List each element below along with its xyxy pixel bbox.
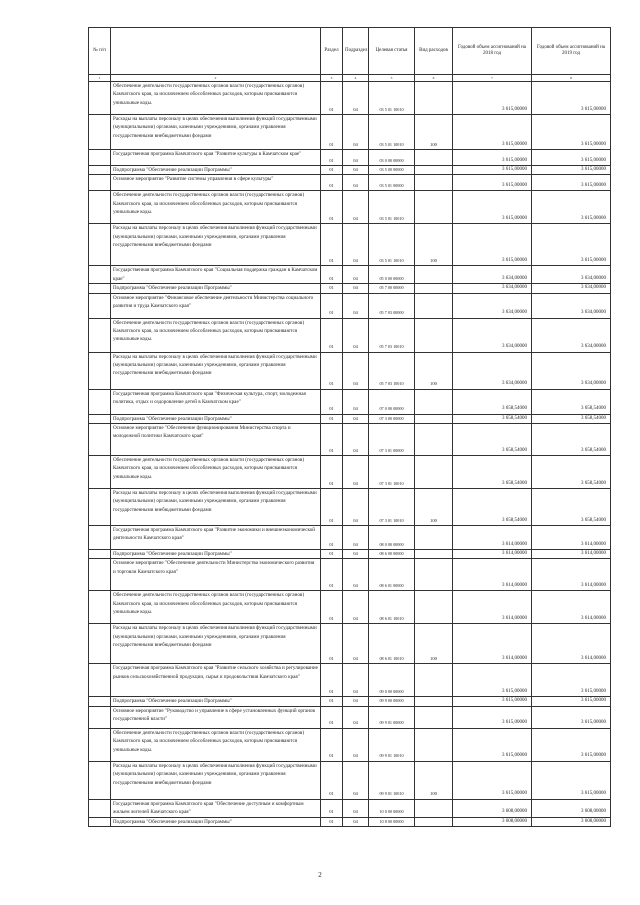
row-amount-2019-cell: 3 615,00000 <box>532 191 611 224</box>
row-name-cell: Подпрограмма "Обеспечение реализации Программы" <box>111 550 321 559</box>
row-amount-2018-cell: 3 614,00000 <box>453 526 532 550</box>
row-podrazdel-cell: 04 <box>343 761 369 799</box>
row-expense-type-cell: 100 <box>415 224 453 266</box>
row-podrazdel-cell: 04 <box>343 266 369 284</box>
row-number-cell <box>89 82 111 115</box>
row-podrazdel-cell: 04 <box>343 489 369 526</box>
row-number-cell <box>89 175 111 191</box>
row-podrazdel-cell: 04 <box>343 166 369 175</box>
row-name-cell: Государственная программа Камчатского края "Развитие экономики и внешнеэкономической деятельности Камчатского края" <box>111 526 321 550</box>
table-row <box>89 728 611 761</box>
row-podrazdel-cell: 04 <box>343 706 369 728</box>
row-target-article-cell: 09 9 00 00000 <box>369 697 415 706</box>
row-target-article-cell: 08 6 01 10010 <box>369 591 415 624</box>
header-razdel: Раздел <box>321 28 343 75</box>
row-podrazdel-cell: 04 <box>343 559 369 591</box>
row-amount-2019-cell: 3 614,00000 <box>532 591 611 624</box>
table-row <box>89 550 611 559</box>
row-podrazdel-cell: 04 <box>343 175 369 191</box>
row-number-cell <box>89 526 111 550</box>
row-amount-2018-cell: 3 614,00000 <box>453 550 532 559</box>
row-podrazdel-cell: 04 <box>343 799 369 817</box>
row-expense-type-cell: 100 <box>415 352 453 389</box>
row-name-cell: Подпрограмма "Обеспечение реализации Программы" <box>111 697 321 706</box>
column-number: 1 <box>89 75 111 82</box>
row-amount-2018-cell: 3 608,00000 <box>453 817 532 826</box>
row-amount-2019-cell: 3 614,00000 <box>532 526 611 550</box>
row-name-cell: Основное мероприятие "Обеспечение функционирования Министерства спорта и молодежной политики Камчатского края" <box>111 424 321 456</box>
header-row <box>89 28 611 75</box>
table-row <box>89 414 611 423</box>
row-amount-2019-cell: 3 634,00000 <box>532 293 611 318</box>
row-target-article-cell: 08 6 01 10010 <box>369 624 415 664</box>
row-number-cell <box>89 664 111 697</box>
row-amount-2019-cell: 3 615,00000 <box>532 115 611 150</box>
row-number-cell <box>89 424 111 456</box>
row-expense-type-cell: 100 <box>415 115 453 150</box>
table-row <box>89 424 611 456</box>
row-amount-2018-cell: 3 658,54000 <box>453 456 532 489</box>
row-target-article-cell: 08 0 00 00000 <box>369 526 415 550</box>
row-amount-2019-cell: 3 658,54000 <box>532 456 611 489</box>
header-amount-2019: Годовой объем ассигнований на 2019 год <box>532 28 611 75</box>
table-row <box>89 591 611 624</box>
row-target-article-cell: 09 9 01 10010 <box>369 728 415 761</box>
row-name-cell: Государственная программа Камчатского края "Развитие сельского хозяйства и регулирование рынков сельскохозяйственной продукции, сырья и продовольствия Камчатского края" <box>111 664 321 697</box>
row-expense-type-cell <box>415 591 453 624</box>
row-razdel-cell: 01 <box>321 150 343 166</box>
row-amount-2018-cell: 3 615,00000 <box>453 150 532 166</box>
row-amount-2019-cell: 3 615,00000 <box>532 175 611 191</box>
row-number-cell <box>89 166 111 175</box>
column-number: 5 <box>369 75 415 82</box>
row-amount-2019-cell: 3 658,54000 <box>532 414 611 423</box>
row-expense-type-cell <box>415 664 453 697</box>
row-expense-type-cell <box>415 414 453 423</box>
row-razdel-cell: 01 <box>321 115 343 150</box>
row-podrazdel-cell: 04 <box>343 550 369 559</box>
row-podrazdel-cell: 04 <box>343 293 369 318</box>
column-number: 6 <box>415 75 453 82</box>
table-row <box>89 559 611 591</box>
row-amount-2019-cell: 3 634,00000 <box>532 318 611 352</box>
row-amount-2018-cell: 3 634,00000 <box>453 284 532 293</box>
row-name-cell: Обеспечение деятельности государственных органов власти (государственных органов) Камчатского края, за исключением обособленных расходов, которым присваиваются уникальные коды. <box>111 728 321 761</box>
table-row <box>89 175 611 191</box>
row-amount-2018-cell: 3 614,00000 <box>453 591 532 624</box>
row-name-cell: Подпрограмма "Обеспечение реализации Программы" <box>111 284 321 293</box>
row-target-article-cell: 07 0 00 00000 <box>369 389 415 414</box>
row-expense-type-cell: 100 <box>415 761 453 799</box>
table-row <box>89 191 611 224</box>
row-name-cell: Обеспечение деятельности государственных органов власти (государственных органов) Камчатского края, за исключением обособленных расходов, которым присваиваются уникальные коды. <box>111 456 321 489</box>
row-target-article-cell: 09 9 01 10010 <box>369 761 415 799</box>
row-name-cell: Подпрограмма "Обеспечение реализации Программы" <box>111 414 321 423</box>
row-target-article-cell: 05 7 03 10010 <box>369 318 415 352</box>
row-name-cell: Государственная программа Камчатского края "Физическая культура, спорт, молодежная политика, отдых и оздоровление детей в Камчатском крае" <box>111 389 321 414</box>
row-target-article-cell: 05 0 00 00000 <box>369 266 415 284</box>
row-amount-2018-cell: 3 615,00000 <box>453 175 532 191</box>
row-amount-2019-cell: 3 615,00000 <box>532 697 611 706</box>
row-name-cell: Обеспечение деятельности государственных органов власти (государственных органов) Камчатского края, за исключением обособленных расходов, которым присваиваются уникальные коды. <box>111 82 321 115</box>
column-number-row <box>89 75 611 82</box>
row-target-article-cell: 03 5 01 10010 <box>369 82 415 115</box>
row-target-article-cell: 08 6 01 00000 <box>369 559 415 591</box>
row-number-cell <box>89 799 111 817</box>
row-expense-type-cell <box>415 150 453 166</box>
row-name-cell: Подпрограмма "Обеспечение реализации Программы" <box>111 166 321 175</box>
row-razdel-cell: 01 <box>321 224 343 266</box>
header-number: № п/п <box>89 28 111 75</box>
row-razdel-cell: 01 <box>321 489 343 526</box>
table-row <box>89 318 611 352</box>
row-podrazdel-cell: 04 <box>343 664 369 697</box>
column-number: 8 <box>532 75 611 82</box>
row-amount-2018-cell: 3 615,00000 <box>453 115 532 150</box>
row-razdel-cell: 01 <box>321 697 343 706</box>
row-name-cell: Государственная программа Камчатского края "Развитие культуры в Камчатском крае" <box>111 150 321 166</box>
row-razdel-cell: 01 <box>321 550 343 559</box>
table-row <box>89 697 611 706</box>
row-razdel-cell: 01 <box>321 389 343 414</box>
row-expense-type-cell <box>415 175 453 191</box>
row-amount-2019-cell: 3 614,00000 <box>532 624 611 664</box>
row-amount-2018-cell: 3 658,54000 <box>453 389 532 414</box>
row-podrazdel-cell: 04 <box>343 697 369 706</box>
row-amount-2018-cell: 3 615,00000 <box>453 761 532 799</box>
row-podrazdel-cell: 04 <box>343 728 369 761</box>
row-expense-type-cell <box>415 697 453 706</box>
row-razdel-cell: 01 <box>321 624 343 664</box>
table-row <box>89 706 611 728</box>
row-amount-2018-cell: 3 614,00000 <box>453 559 532 591</box>
row-podrazdel-cell: 04 <box>343 191 369 224</box>
row-amount-2018-cell: 3 615,00000 <box>453 82 532 115</box>
row-number-cell <box>89 697 111 706</box>
row-expense-type-cell <box>415 82 453 115</box>
row-expense-type-cell <box>415 817 453 826</box>
row-target-article-cell: 05 7 03 00000 <box>369 293 415 318</box>
row-name-cell: Обеспечение деятельности государственных органов власти (государственных органов) Камчатского края, за исключением обособленных расходов, которым присваиваются уникальные коды. <box>111 318 321 352</box>
table-row <box>89 352 611 389</box>
table-row <box>89 624 611 664</box>
table-row <box>89 224 611 266</box>
table-row <box>89 150 611 166</box>
row-number-cell <box>89 150 111 166</box>
table-row <box>89 166 611 175</box>
header-amount-2018: Годовой объем ассигнований на 2018 год <box>453 28 532 75</box>
row-amount-2019-cell: 3 658,54000 <box>532 424 611 456</box>
row-expense-type-cell <box>415 266 453 284</box>
row-amount-2019-cell: 3 615,00000 <box>532 728 611 761</box>
row-amount-2018-cell: 3 615,00000 <box>453 166 532 175</box>
row-expense-type-cell: 100 <box>415 489 453 526</box>
column-number: 3 <box>321 75 343 82</box>
row-amount-2018-cell: 3 658,54000 <box>453 414 532 423</box>
column-number: 4 <box>343 75 369 82</box>
row-amount-2019-cell: 3 615,00000 <box>532 82 611 115</box>
row-amount-2019-cell: 3 614,00000 <box>532 550 611 559</box>
row-target-article-cell: 10 8 00 00000 <box>369 817 415 826</box>
row-target-article-cell: 03 5 00 00000 <box>369 166 415 175</box>
row-amount-2019-cell: 3 608,00000 <box>532 799 611 817</box>
row-expense-type-cell <box>415 550 453 559</box>
row-name-cell: Основное мероприятие "Обеспечение деятельности Министерства экономического развития и торговли Камчатского края" <box>111 559 321 591</box>
row-razdel-cell: 01 <box>321 664 343 697</box>
row-podrazdel-cell: 04 <box>343 284 369 293</box>
row-amount-2019-cell: 3 634,00000 <box>532 284 611 293</box>
row-razdel-cell: 01 <box>321 352 343 389</box>
row-amount-2019-cell: 3 615,00000 <box>532 761 611 799</box>
row-razdel-cell: 01 <box>321 82 343 115</box>
row-expense-type-cell <box>415 284 453 293</box>
row-target-article-cell: 07 3 00 00000 <box>369 414 415 423</box>
row-amount-2018-cell: 3 634,00000 <box>453 352 532 389</box>
row-podrazdel-cell: 04 <box>343 352 369 389</box>
row-name-cell: Обеспечение деятельности государственных органов власти (государственных органов) Камчатского края, за исключением обособленных расходов, которым присваиваются уникальные коды. <box>111 591 321 624</box>
row-target-article-cell: 07 3 01 00000 <box>369 424 415 456</box>
row-expense-type-cell <box>415 456 453 489</box>
row-name-cell: Расходы на выплаты персоналу в целях обеспечения выполнения функций государственными (муниципальными) органами, казенными учреждениями, органами управления государственными внебюджетными фондами <box>111 761 321 799</box>
row-razdel-cell: 01 <box>321 284 343 293</box>
row-number-cell <box>89 389 111 414</box>
row-podrazdel-cell: 04 <box>343 82 369 115</box>
row-name-cell: Основное мероприятие "Развитие системы управления в сфере культуры" <box>111 175 321 191</box>
table-row <box>89 115 611 150</box>
row-number-cell <box>89 489 111 526</box>
row-amount-2018-cell: 3 658,54000 <box>453 424 532 456</box>
row-name-cell: Основное мероприятие "Финансовое обеспечение деятельности Министерства социального развития и труда Камчатского края" <box>111 293 321 318</box>
row-target-article-cell: 05 7 00 00000 <box>369 284 415 293</box>
row-name-cell: Расходы на выплаты персоналу в целях обеспечения выполнения функций государственными (муниципальными) органами, казенными учреждениями, органами управления государственными внебюджетными фондами <box>111 224 321 266</box>
row-number-cell <box>89 559 111 591</box>
row-target-article-cell: 03 5 01 10010 <box>369 224 415 266</box>
row-target-article-cell: 03 5 01 00000 <box>369 175 415 191</box>
row-razdel-cell: 01 <box>321 414 343 423</box>
row-podrazdel-cell: 04 <box>343 414 369 423</box>
row-razdel-cell: 01 <box>321 175 343 191</box>
row-number-cell <box>89 191 111 224</box>
table-row <box>89 293 611 318</box>
row-number-cell <box>89 284 111 293</box>
row-razdel-cell: 01 <box>321 799 343 817</box>
row-podrazdel-cell: 04 <box>343 318 369 352</box>
row-podrazdel-cell: 04 <box>343 624 369 664</box>
row-number-cell <box>89 456 111 489</box>
row-number-cell <box>89 591 111 624</box>
row-razdel-cell: 01 <box>321 166 343 175</box>
row-name-cell: Основное мероприятие "Руководство и управление в сфере установленных функций органов государственной власти" <box>111 706 321 728</box>
row-razdel-cell: 01 <box>321 706 343 728</box>
table-row <box>89 761 611 799</box>
row-podrazdel-cell: 04 <box>343 817 369 826</box>
row-amount-2019-cell: 3 615,00000 <box>532 224 611 266</box>
row-amount-2019-cell: 3 614,00000 <box>532 559 611 591</box>
row-razdel-cell: 01 <box>321 293 343 318</box>
row-expense-type-cell <box>415 293 453 318</box>
row-target-article-cell: 08 6 00 00000 <box>369 550 415 559</box>
budget-table <box>88 27 611 827</box>
row-amount-2019-cell: 3 658,54000 <box>532 389 611 414</box>
row-podrazdel-cell: 04 <box>343 389 369 414</box>
row-number-cell <box>89 293 111 318</box>
table-row <box>89 456 611 489</box>
row-amount-2018-cell: 3 615,00000 <box>453 728 532 761</box>
header-podrazdel: Подраздел <box>343 28 369 75</box>
row-podrazdel-cell: 04 <box>343 224 369 266</box>
row-target-article-cell: 07 3 01 10010 <box>369 489 415 526</box>
row-name-cell: Расходы на выплаты персоналу в целях обеспечения выполнения функций государственными (муниципальными) органами, казенными учреждениями, органами управления государственными внебюджетными фондами <box>111 352 321 389</box>
row-razdel-cell: 01 <box>321 526 343 550</box>
row-podrazdel-cell: 04 <box>343 424 369 456</box>
row-amount-2019-cell: 3 615,00000 <box>532 166 611 175</box>
row-amount-2018-cell: 3 608,00000 <box>453 799 532 817</box>
row-number-cell <box>89 817 111 826</box>
row-razdel-cell: 01 <box>321 728 343 761</box>
column-number: 7 <box>453 75 532 82</box>
row-amount-2018-cell: 3 634,00000 <box>453 293 532 318</box>
row-amount-2019-cell: 3 634,00000 <box>532 266 611 284</box>
row-razdel-cell: 01 <box>321 559 343 591</box>
row-podrazdel-cell: 04 <box>343 526 369 550</box>
row-amount-2018-cell: 3 634,00000 <box>453 318 532 352</box>
row-razdel-cell: 01 <box>321 817 343 826</box>
row-podrazdel-cell: 04 <box>343 150 369 166</box>
table-row <box>89 266 611 284</box>
row-amount-2019-cell: 3 608,00000 <box>532 817 611 826</box>
table-row <box>89 526 611 550</box>
row-amount-2018-cell: 3 615,00000 <box>453 697 532 706</box>
row-number-cell <box>89 706 111 728</box>
row-razdel-cell: 01 <box>321 318 343 352</box>
table-row <box>89 489 611 526</box>
row-name-cell: Расходы на выплаты персоналу в целях обеспечения выполнения функций государственными (муниципальными) органами, казенными учреждениями, органами управления государственными внебюджетными фондами <box>111 115 321 150</box>
row-name-cell: Расходы на выплаты персоналу в целях обеспечения выполнения функций государственными (муниципальными) органами, казенными учреждениями, органами управления государственными внебюджетными фондами <box>111 624 321 664</box>
row-expense-type-cell <box>415 728 453 761</box>
row-expense-type-cell <box>415 166 453 175</box>
row-number-cell <box>89 352 111 389</box>
column-number: 2 <box>111 75 321 82</box>
table-row <box>89 664 611 697</box>
row-amount-2019-cell: 3 658,54000 <box>532 489 611 526</box>
header-target-article: Целевая статья <box>369 28 415 75</box>
row-amount-2018-cell: 3 614,00000 <box>453 624 532 664</box>
row-name-cell: Государственная программа Камчатского края "Обеспечение доступным и комфортным жильем жителей Камчатского края" <box>111 799 321 817</box>
row-number-cell <box>89 318 111 352</box>
row-razdel-cell: 01 <box>321 456 343 489</box>
row-amount-2019-cell: 3 634,00000 <box>532 352 611 389</box>
row-target-article-cell: 09 0 00 00000 <box>369 664 415 697</box>
row-amount-2019-cell: 3 615,00000 <box>532 706 611 728</box>
row-amount-2019-cell: 3 615,00000 <box>532 664 611 697</box>
table-row <box>89 799 611 817</box>
row-razdel-cell: 01 <box>321 424 343 456</box>
row-number-cell <box>89 624 111 664</box>
row-expense-type-cell <box>415 318 453 352</box>
row-amount-2018-cell: 3 658,54000 <box>453 489 532 526</box>
row-razdel-cell: 01 <box>321 266 343 284</box>
row-razdel-cell: 01 <box>321 761 343 799</box>
row-expense-type-cell <box>415 191 453 224</box>
header-name <box>111 28 321 75</box>
table-row <box>89 284 611 293</box>
row-number-cell <box>89 266 111 284</box>
row-name-cell: Расходы на выплаты персоналу в целях обеспечения выполнения функций государственными (муниципальными) органами, казенными учреждениями, органами управления государственными внебюджетными фондами <box>111 489 321 526</box>
row-expense-type-cell <box>415 526 453 550</box>
row-expense-type-cell <box>415 706 453 728</box>
page-number: 2 <box>318 871 322 879</box>
row-amount-2018-cell: 3 615,00000 <box>453 706 532 728</box>
table-row <box>89 817 611 826</box>
row-target-article-cell: 03 5 01 10010 <box>369 191 415 224</box>
row-expense-type-cell <box>415 799 453 817</box>
row-target-article-cell: 03 5 01 10010 <box>369 115 415 150</box>
header-expense-type: Вид расходов <box>415 28 453 75</box>
row-name-cell: Обеспечение деятельности государственных органов власти (государственных органов) Камчатского края, за исключением обособленных расходов, которым присваиваются уникальные коды. <box>111 191 321 224</box>
row-number-cell <box>89 728 111 761</box>
row-razdel-cell: 01 <box>321 191 343 224</box>
table-body <box>89 82 611 827</box>
row-target-article-cell: 03 0 00 00000 <box>369 150 415 166</box>
row-target-article-cell: 09 9 01 00000 <box>369 706 415 728</box>
row-target-article-cell: 05 7 03 10010 <box>369 352 415 389</box>
row-podrazdel-cell: 04 <box>343 456 369 489</box>
row-expense-type-cell <box>415 559 453 591</box>
row-amount-2018-cell: 3 615,00000 <box>453 664 532 697</box>
row-podrazdel-cell: 04 <box>343 115 369 150</box>
row-amount-2018-cell: 3 615,00000 <box>453 191 532 224</box>
row-name-cell: Государственная программа Камчатского края "Социальная поддержка граждан в Камчатском крае" <box>111 266 321 284</box>
row-amount-2019-cell: 3 615,00000 <box>532 150 611 166</box>
table-row <box>89 82 611 115</box>
row-target-article-cell: 07 3 01 10010 <box>369 456 415 489</box>
row-amount-2018-cell: 3 615,00000 <box>453 224 532 266</box>
row-expense-type-cell <box>415 389 453 414</box>
row-expense-type-cell: 100 <box>415 624 453 664</box>
row-name-cell: Подпрограмма "Обеспечение реализации Программы" <box>111 817 321 826</box>
row-number-cell <box>89 115 111 150</box>
row-number-cell <box>89 414 111 423</box>
row-number-cell <box>89 224 111 266</box>
row-podrazdel-cell: 04 <box>343 591 369 624</box>
row-number-cell <box>89 550 111 559</box>
table-row <box>89 389 611 414</box>
row-target-article-cell: 10 0 00 00000 <box>369 799 415 817</box>
row-number-cell <box>89 761 111 799</box>
row-expense-type-cell <box>415 424 453 456</box>
row-razdel-cell: 01 <box>321 591 343 624</box>
row-amount-2018-cell: 3 634,00000 <box>453 266 532 284</box>
